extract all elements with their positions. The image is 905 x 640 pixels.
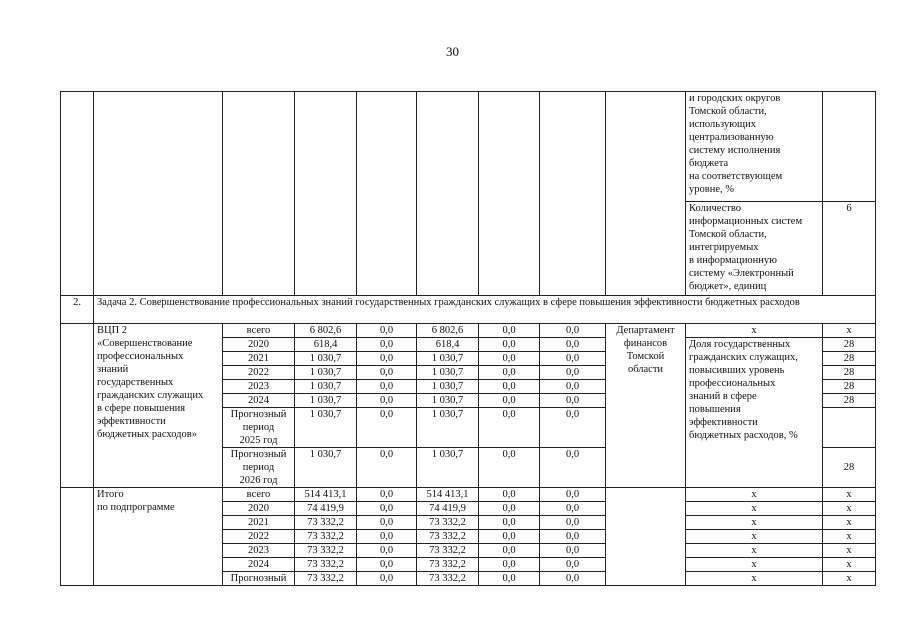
table-row: Прогнозный период 2025 год 1 030,7 0,0 1 030,7 0,0 0,0 — [61, 408, 876, 448]
table-row: 2020 74 419,9 0,0 74 419,9 0,0 0,0 x x — [61, 502, 876, 516]
continuation-row — [61, 92, 876, 202]
table-row: 2021 1 030,7 0,0 1 030,7 0,0 0,0 28 — [61, 352, 876, 366]
executor-cell: Департамент финансов Томской области — [606, 324, 686, 488]
indicator-cell: и городских округов Томской области, использующих централизованную систему исполнения бюджета на соответствующем уровне, % — [686, 92, 823, 202]
task-text: Задача 2. Совершенствование профессиональных знаний государственных гражданских служащих в сфере повышения эффективности бюджетных расходов — [94, 296, 876, 324]
page-number: 30 — [446, 44, 459, 59]
table-row: Итого по подпрограмме всего 514 413,1 0,0 514 413,1 0,0 0,0 x x — [61, 488, 876, 502]
table-row: ВЦП 2 «Совершенствование профессиональных знаний государственных гражданских служащих в сфере повышения эффективности бюджетных расходов» всего 6 802,6 0,0 6 802,6 0,0 0,0 Департамент финансов Томской области x x — [61, 324, 876, 338]
table-row: 2024 73 332,2 0,0 73 332,2 0,0 0,0 x x — [61, 558, 876, 572]
x-mark: x — [823, 324, 876, 338]
table-row: 2020 618,4 0,0 618,4 0,0 0,0 Доля государственных гражданских служащих, повысивших уровень профессиональных знаний в сфере повышения эффективности бюджетных расходов, % 28 — [61, 338, 876, 352]
table-row: Прогнозный 73 332,2 0,0 73 332,2 0,0 0,0 x x — [61, 572, 876, 586]
task-row — [61, 296, 876, 324]
table-row: Прогнозный период 2026 год 1 030,7 0,0 1 030,7 0,0 0,0 28 — [61, 448, 876, 488]
indicator-cell: Доля государственных гражданских служащих, повысивших уровень профессиональных знаний в сфере повышения эффективности бюджетных расходов, % — [686, 338, 823, 488]
table-row: 2024 1 030,7 0,0 1 030,7 0,0 0,0 28 — [61, 394, 876, 408]
table-row: 2023 73 332,2 0,0 73 332,2 0,0 0,0 x x — [61, 544, 876, 558]
total-label: Итого по подпрограмме — [94, 488, 223, 586]
table-row: 2023 1 030,7 0,0 1 030,7 0,0 0,0 28 — [61, 380, 876, 394]
table-row: 2022 1 030,7 0,0 1 030,7 0,0 0,0 28 — [61, 366, 876, 380]
indicator-cell: Количество информационных систем Томской области, интегрируемых в информационную систему «Электронный бюджет», единиц — [686, 202, 823, 296]
indicator-value: 6 — [823, 202, 876, 296]
task-number: 2. — [61, 296, 94, 324]
table-row: 2022 73 332,2 0,0 73 332,2 0,0 0,0 x x — [61, 530, 876, 544]
x-mark: x — [686, 324, 823, 338]
table-row: 2021 73 332,2 0,0 73 332,2 0,0 0,0 x x — [61, 516, 876, 530]
program-name: ВЦП 2 «Совершенствование профессиональных знаний государственных гражданских служащих в сфере повышения эффективности бюджетных расходов» — [94, 324, 223, 488]
budget-table — [60, 91, 876, 586]
